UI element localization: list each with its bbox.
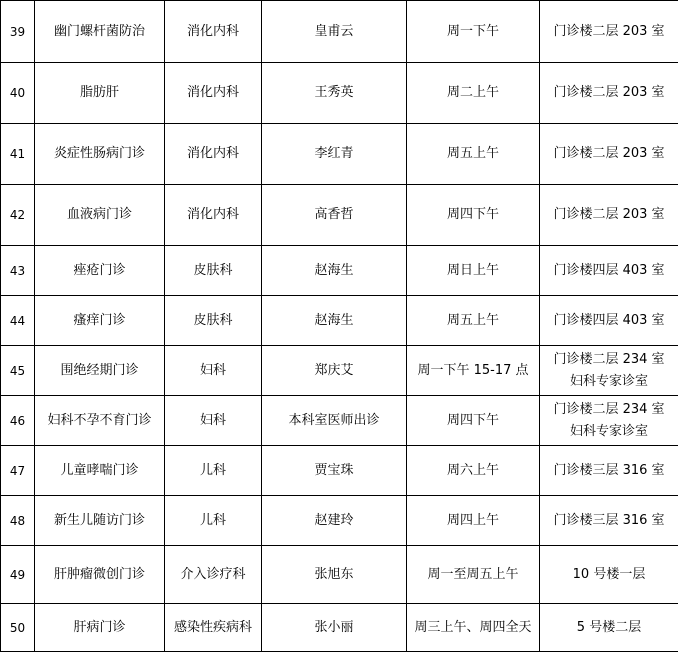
- location: [540, 185, 678, 246]
- clinic-time: 周五上午: [407, 124, 540, 185]
- doctor: 李红青: [262, 124, 407, 185]
- doctor: 张小丽: [262, 604, 407, 652]
- clinic-name: 脂肪肝: [35, 63, 165, 124]
- row-number: 42: [1, 185, 35, 246]
- location: [540, 396, 678, 446]
- table-row: [1, 496, 678, 546]
- department: 儿科: [165, 496, 262, 546]
- department: 妇科: [165, 346, 262, 396]
- clinic-name: 儿童哮喘门诊: [35, 446, 165, 496]
- location-line: 门诊楼二层 203 室: [553, 85, 665, 100]
- row-number: 40: [1, 63, 35, 124]
- department: 皮肤科: [165, 296, 262, 346]
- doctor: 王秀英: [262, 63, 407, 124]
- department: 介入诊疗科: [165, 546, 262, 604]
- clinic-name: 痤疮门诊: [35, 246, 165, 296]
- department: 儿科: [165, 446, 262, 496]
- department: 消化内科: [165, 124, 262, 185]
- doctor: 高香哲: [262, 185, 407, 246]
- location-line: 10 号楼一层: [572, 566, 646, 582]
- row-number: 43: [1, 246, 35, 296]
- location-line: 妇科专家诊室: [569, 373, 648, 389]
- location-line: 门诊楼二层 234 室: [553, 401, 665, 417]
- location-line: 门诊楼三层 316 室: [553, 462, 665, 478]
- doctor: 本科室医师出诊: [262, 396, 407, 446]
- table-row: [1, 346, 678, 396]
- location: [540, 1, 678, 63]
- doctor: 郑庆艾: [262, 346, 407, 396]
- location-line: 妇科专家诊室: [569, 423, 648, 439]
- table-row: [1, 246, 678, 296]
- table-row: [1, 296, 678, 346]
- location: [540, 604, 678, 652]
- doctor: 皇甫云: [262, 1, 407, 63]
- department: 消化内科: [165, 185, 262, 246]
- clinic-time: 周四下午: [407, 396, 540, 446]
- department: 消化内科: [165, 63, 262, 124]
- location: [540, 346, 678, 396]
- table-row: [1, 604, 678, 652]
- table-row: [1, 63, 678, 124]
- doctor: 贾宝珠: [262, 446, 407, 496]
- row-number: 50: [1, 604, 35, 652]
- clinic-time: 周日上午: [407, 246, 540, 296]
- table-row: [1, 185, 678, 246]
- row-number: 48: [1, 496, 35, 546]
- table-row: [1, 446, 678, 496]
- doctor: 张旭东: [262, 546, 407, 604]
- clinic-time: 周一下午: [407, 1, 540, 63]
- clinic-name: 血液病门诊: [35, 185, 165, 246]
- row-number: 45: [1, 346, 35, 396]
- row-number: 44: [1, 296, 35, 346]
- clinic-name: 围绝经期门诊: [35, 346, 165, 396]
- doctor: 赵海生: [262, 246, 407, 296]
- table-row: [1, 124, 678, 185]
- doctor: 赵建玲: [262, 496, 407, 546]
- location: [540, 496, 678, 546]
- clinic-name: 幽门螺杆菌防治: [35, 1, 165, 63]
- clinic-time: 周三上午、周四全天: [407, 604, 540, 652]
- row-number: 47: [1, 446, 35, 496]
- location-line: 门诊楼二层 234 室: [553, 351, 665, 367]
- location: [540, 246, 678, 296]
- clinic-name: 瘙痒门诊: [35, 296, 165, 346]
- table-row: [1, 396, 678, 446]
- clinic-time: 周六上午: [407, 446, 540, 496]
- clinic-time: 周四上午: [407, 496, 540, 546]
- table-row: [1, 546, 678, 604]
- clinic-name: 新生儿随访门诊: [35, 496, 165, 546]
- location-line: 门诊楼二层 203 室: [553, 146, 665, 161]
- department: 感染性疾病科: [165, 604, 262, 652]
- row-number: 39: [1, 1, 35, 63]
- location: [540, 546, 678, 604]
- clinic-time: 周二上午: [407, 63, 540, 124]
- doctor: 赵海生: [262, 296, 407, 346]
- location: [540, 124, 678, 185]
- row-number: 49: [1, 546, 35, 604]
- clinic-name: 肝肿瘤微创门诊: [35, 546, 165, 604]
- clinic-time: 周一下午 15-17 点: [407, 346, 540, 396]
- clinic-name: 妇科不孕不育门诊: [35, 396, 165, 446]
- location-line: 门诊楼四层 403 室: [553, 262, 665, 278]
- clinic-name: 肝病门诊: [35, 604, 165, 652]
- clinic-time: 周一至周五上午: [407, 546, 540, 604]
- row-number: 46: [1, 396, 35, 446]
- clinic-time: 周四下午: [407, 185, 540, 246]
- department: 皮肤科: [165, 246, 262, 296]
- location: [540, 446, 678, 496]
- location-line: 门诊楼三层 316 室: [553, 512, 665, 528]
- clinic-name: 炎症性肠病门诊: [35, 124, 165, 185]
- row-number: 41: [1, 124, 35, 185]
- table-body: [1, 1, 678, 652]
- location: [540, 63, 678, 124]
- clinic-time: 周五上午: [407, 296, 540, 346]
- location-line: 门诊楼二层 203 室: [553, 23, 665, 39]
- department: 消化内科: [165, 1, 262, 63]
- location: [540, 296, 678, 346]
- department: 妇科: [165, 396, 262, 446]
- location-line: 门诊楼二层 203 室: [553, 207, 665, 222]
- location-line: 5 号楼二层: [576, 619, 642, 635]
- location-line: 门诊楼四层 403 室: [553, 312, 665, 328]
- table-row: [1, 1, 678, 63]
